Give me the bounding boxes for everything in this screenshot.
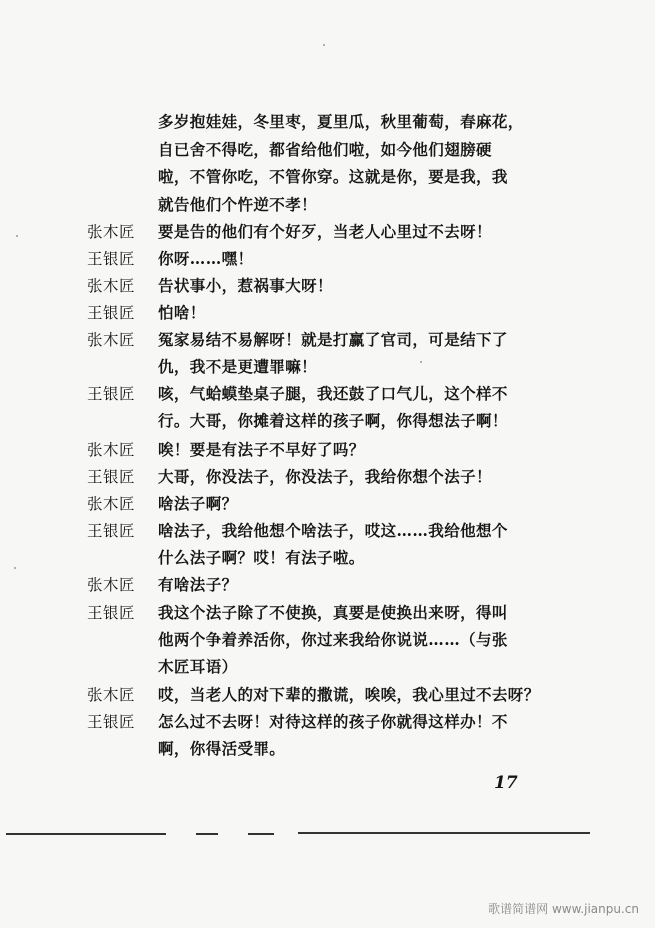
speaker-name: 张木匠: [87, 495, 136, 513]
continuation-line: 自已舍不得吃，都省给他们啦，如今他们翅膀硬: [158, 140, 492, 159]
continuation-line: 啦，不管你吃，不管你穿。这就是你，要是我，我: [158, 167, 508, 186]
dialogue-line: 我这个法子除了不使换，真要是使换出来呀，得叫: [158, 603, 508, 622]
dialogue-line: 怕啥！: [158, 303, 206, 322]
speaker-name: 王银匠: [87, 304, 136, 322]
dialogue-line: 咳，气蛤蟆垫桌子腿，我还鼓了口气儿，这个样不: [158, 384, 508, 403]
dialogue-line: 怎么过不去呀！对待这样的孩子你就得这样办！不: [158, 712, 508, 731]
speaker-name: 张木匠: [87, 686, 136, 704]
speaker-name: 张木匠: [87, 441, 136, 459]
dialogue-line: 啥法子啊？: [158, 494, 238, 513]
speaker-name: 张木匠: [87, 576, 136, 594]
speaker-name: 张木匠: [87, 277, 136, 295]
speaker-name: 张木匠: [87, 223, 136, 241]
dialogue-line: 冤家易结不易解呀！就是打赢了官司，可是结下了: [158, 330, 508, 349]
continuation-line: 就告他们个忤逆不孝！: [158, 195, 318, 214]
dialogue-line: 木匠耳语）: [158, 657, 238, 676]
dialogue-line: 啥法子，我给他想个啥法子，哎这……我给他想个: [158, 521, 508, 540]
dialogue-line: 要是告的他们有个好歹，当老人心里过不去呀！: [158, 222, 492, 241]
bottom-rule: [298, 832, 590, 834]
speaker-name: 王银匠: [87, 468, 136, 486]
dialogue-line: 哎，当老人的对下辈的撒谎，唉唉，我心里过不去呀？: [158, 685, 540, 704]
dialogue-line: 大哥，你没法子，你没法子，我给你想个法子！: [158, 467, 492, 486]
speaker-name: 王银匠: [87, 604, 136, 622]
dialogue-line: 你呀……嘿！: [158, 249, 254, 268]
bottom-rule: [6, 833, 166, 835]
dialogue-line: 行。大哥，你摊着这样的孩子啊，你得想法子啊！: [158, 411, 508, 430]
watermark: 歌谱简谱网 www.jianpu.cn: [488, 902, 639, 916]
speaker-name: 张木匠: [87, 331, 136, 349]
dialogue-line: 什么法子啊？哎！有法子啦。: [158, 548, 365, 567]
dialogue-line: 有啥法子？: [158, 575, 238, 594]
dialogue-line: 仇，我不是更遭罪嘛！: [158, 357, 318, 376]
page-number: 17: [494, 773, 518, 793]
speaker-name: 王银匠: [87, 713, 136, 731]
dialogue-line: 啊，你得活受罪。: [158, 739, 286, 758]
print-speck: [14, 567, 16, 569]
speaker-name: 王银匠: [87, 385, 136, 403]
bottom-rule: [196, 833, 218, 835]
continuation-line: 多岁抱娃娃，冬里枣，夏里瓜，秋里葡萄，春麻花，: [158, 112, 524, 131]
bottom-rule: [248, 833, 274, 835]
speaker-name: 王银匠: [87, 522, 136, 540]
dialogue-line: 唉！要是有法子不早好了吗？: [158, 440, 365, 459]
print-speck: [323, 44, 325, 46]
speaker-name: 王银匠: [87, 250, 136, 268]
dialogue-line: 告状事小，惹祸事大呀！: [158, 276, 333, 295]
print-speck: [420, 361, 422, 363]
print-speck: [16, 235, 18, 237]
dialogue-line: 他两个争着养活你，你过来我给你说说……（与张: [158, 630, 508, 649]
